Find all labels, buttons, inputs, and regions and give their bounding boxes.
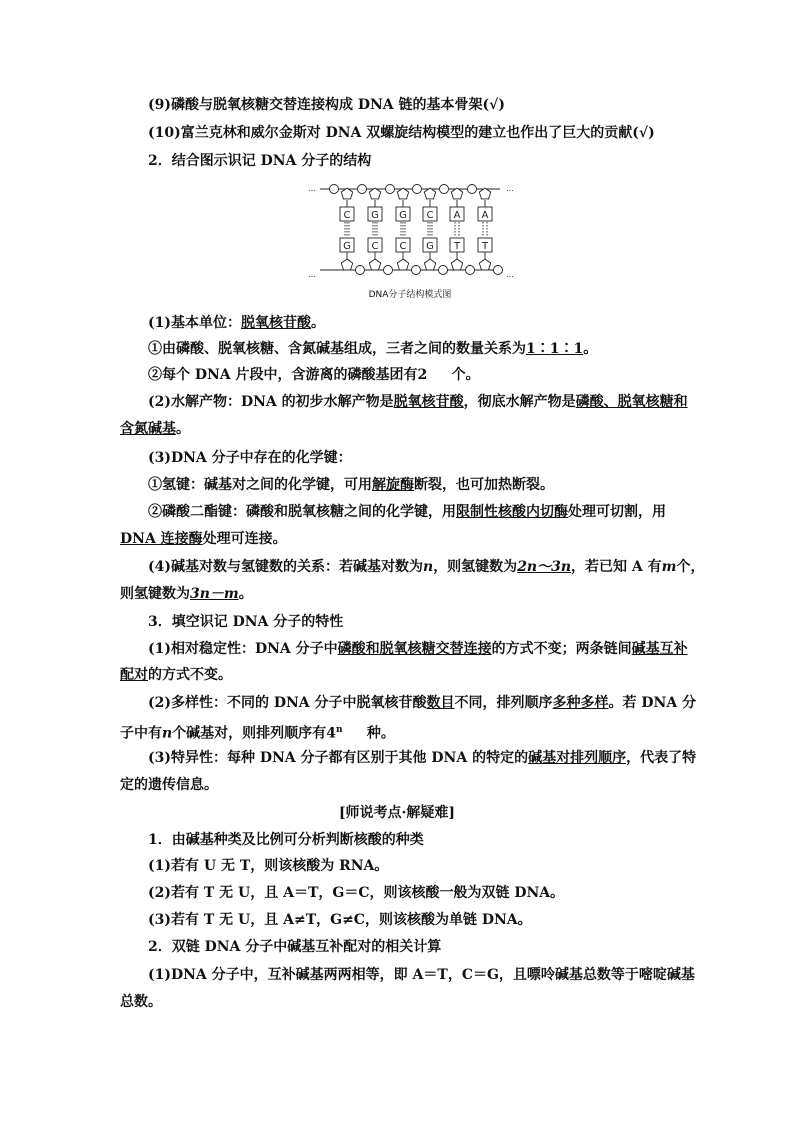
phosphate-circle bbox=[358, 185, 367, 194]
ellipsis-bottom-right: … bbox=[506, 270, 514, 279]
ellipsis-bottom-left: … bbox=[308, 270, 316, 279]
base-label-top: C bbox=[426, 210, 434, 221]
base-label-bottom: G bbox=[343, 241, 351, 252]
phosphate-circle bbox=[439, 266, 448, 275]
t2-1-cont: 总数。 bbox=[120, 994, 162, 1010]
answer-phosphate-count: 2 bbox=[417, 367, 428, 383]
base-label-bottom: C bbox=[371, 241, 379, 252]
p1-2: ②每个 DNA 片段中，含游离的磷酸基团有2 个。 bbox=[148, 367, 480, 383]
phosphate-circle bbox=[386, 185, 395, 194]
p1: (1)基本单位：脱氧核苷酸。 bbox=[148, 315, 325, 331]
s3: (3)特异性：每种 DNA 分子都有区别于其他 DNA 的特定的碱基对排列顺序，代表了特 bbox=[148, 750, 697, 766]
item-10: (10)富兰克林和威尔金斯对 DNA 双螺旋结构模型的建立也作出了巨大的贡献(√) bbox=[148, 125, 655, 141]
base-label-bottom: G bbox=[426, 241, 434, 252]
phosphate-circle bbox=[468, 185, 477, 194]
base-label-top: G bbox=[399, 210, 407, 221]
base-label-top: A bbox=[481, 210, 489, 221]
deoxyribose-pentagon bbox=[369, 188, 380, 199]
deoxyribose-pentagon bbox=[479, 259, 490, 270]
deoxyribose-pentagon bbox=[369, 259, 380, 270]
t1: 1．由碱基种类及比例可分析判断核酸的种类 bbox=[148, 832, 424, 848]
phosphate-circle bbox=[440, 185, 449, 194]
s2: (2)多样性：不同的 DNA 分子中脱氧核苷酸数目不同，排列顺序多种多样。若 DNA 分 bbox=[148, 695, 697, 711]
deoxyribose-pentagon bbox=[424, 259, 435, 270]
deoxyribose-pentagon bbox=[479, 188, 490, 199]
ellipsis-top-right: … bbox=[506, 184, 514, 193]
t1-1: (1)若有 U 无 T，则该核酸为 RNA。 bbox=[148, 858, 389, 874]
phosphate-circle bbox=[412, 266, 421, 275]
deoxyribose-pentagon bbox=[451, 259, 462, 270]
teacher-header: [师说考点·解疑难] bbox=[338, 805, 456, 821]
t1-2: (2)若有 T 无 U，且 A＝T，G＝C，则该核酸一般为双链 DNA。 bbox=[148, 885, 565, 901]
diagram-caption: DNA分子结构模式图 bbox=[368, 290, 452, 300]
deoxyribose-pentagon bbox=[341, 259, 352, 270]
base-label-bottom: T bbox=[481, 241, 489, 252]
p2: (2)水解产物：DNA 的初步水解产物是脱氧核苷酸，彻底水解产物是磷酸、脱氧核糖和 bbox=[148, 394, 688, 410]
item-9: (9)磷酸与脱氧核糖交替连接构成 DNA 链的基本骨架(√) bbox=[148, 97, 505, 113]
phosphate-circle bbox=[494, 266, 503, 275]
p4-cont: 则氢键数为3n－m。 bbox=[120, 586, 253, 602]
answer-basic-unit: 脱氧核苷酸 bbox=[241, 315, 311, 331]
base-label-top: G bbox=[371, 210, 379, 221]
phosphate-circle bbox=[356, 266, 365, 275]
phosphate-circle bbox=[466, 266, 475, 275]
t2-1: (1)DNA 分子中，互补碱基两两相等，即 A＝T，C＝G，且嘌呤碱基总数等于嘧啶碱基 bbox=[148, 967, 695, 983]
phosphate-circle bbox=[330, 185, 339, 194]
phosphate-circle bbox=[384, 266, 393, 275]
section-3-title: 3．填空识记 DNA 分子的特性 bbox=[148, 614, 344, 630]
deoxyribose-pentagon bbox=[424, 188, 435, 199]
p3-1: ①氢键：碱基对之间的化学键，可用解旋酶断裂，也可加热断裂。 bbox=[148, 477, 554, 493]
ellipsis-top-left: … bbox=[308, 184, 316, 193]
deoxyribose-pentagon bbox=[341, 188, 352, 199]
base-label-bottom: T bbox=[453, 241, 461, 252]
p3: (3)DNA 分子中存在的化学键： bbox=[148, 450, 352, 466]
p2-cont: 含氮碱基。 bbox=[120, 421, 190, 437]
p4: (4)碱基对数与氢键数的关系：若碱基对数为n，则氢键数为2n～3n，若已知 A 有m个， bbox=[148, 559, 705, 575]
t1-3: (3)若有 T 无 U，且 A≠T，G≠C，则该核酸为单链 DNA。 bbox=[148, 912, 532, 928]
s1-cont: 配对的方式不变。 bbox=[120, 667, 232, 683]
s1: (1)相对稳定性：DNA 分子中磷酸和脱氧核糖交替连接的方式不变；两条链间碱基互补 bbox=[148, 641, 688, 657]
answer-ratio: 1∶1∶1 bbox=[526, 341, 584, 357]
p3-2-cont: DNA 连接酶处理可连接。 bbox=[120, 531, 287, 547]
s3-cont: 定的遗传信息。 bbox=[120, 777, 218, 793]
phosphate-circle bbox=[413, 185, 422, 194]
section-2-title: 2．结合图示识记 DNA 分子的结构 bbox=[148, 153, 372, 169]
deoxyribose-pentagon bbox=[451, 188, 462, 199]
base-label-top: A bbox=[453, 210, 461, 221]
base-label-top: C bbox=[343, 210, 351, 221]
deoxyribose-pentagon bbox=[397, 188, 408, 199]
s2-cont: 子中有n个碱基对，则排列顺序有4$^n$ 种。 bbox=[120, 725, 395, 742]
p1-1: ①由磷酸、脱氧核糖、含氮碱基组成，三者之间的数量关系为1∶1∶1。 bbox=[148, 341, 598, 357]
base-label-bottom: C bbox=[399, 241, 407, 252]
t2: 2．双链 DNA 分子中碱基互补配对的相关计算 bbox=[148, 939, 442, 955]
p3-2: ②磷酸二酯键：磷酸和脱氧核糖之间的化学键，用限制性核酸内切酶处理可切割，用 bbox=[148, 504, 666, 520]
deoxyribose-pentagon bbox=[397, 259, 408, 270]
